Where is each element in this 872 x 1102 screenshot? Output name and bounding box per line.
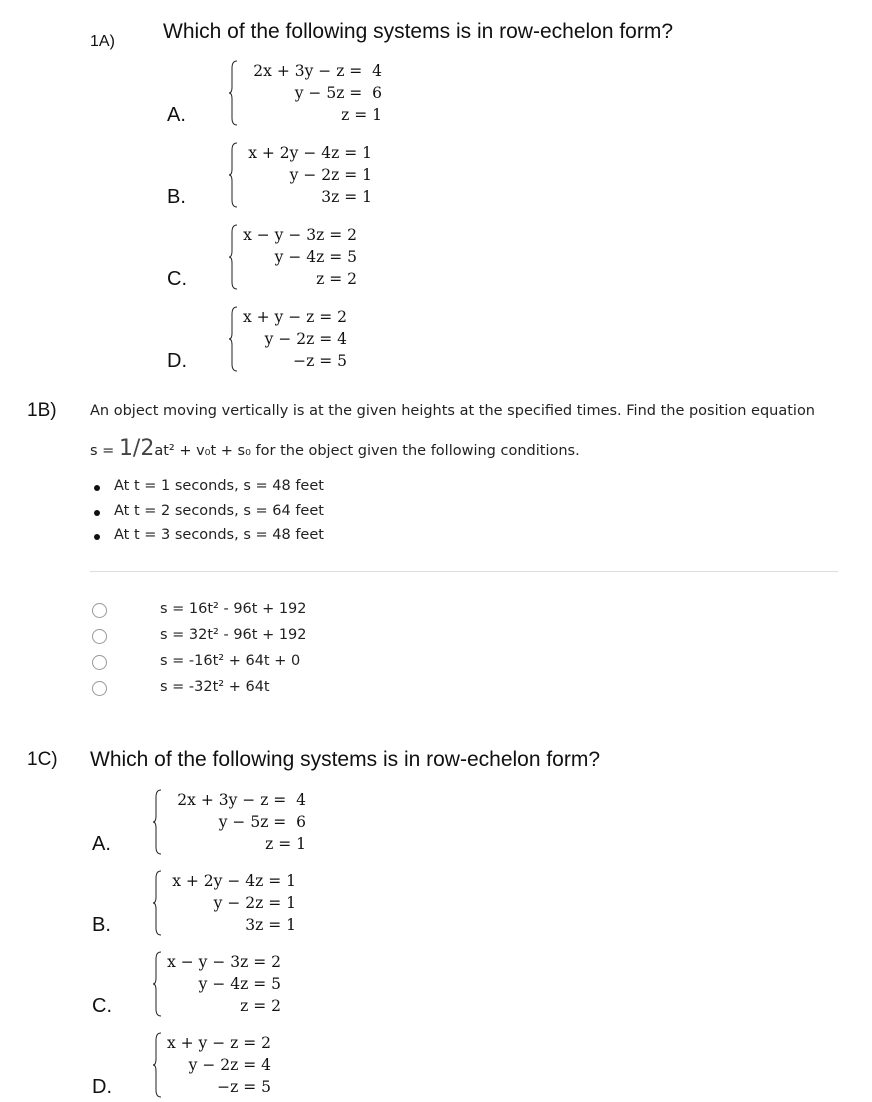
- formula-prefix: s =: [90, 443, 119, 459]
- brace-icon: [152, 1032, 162, 1098]
- condition-item: At t = 3 seconds, s = 48 feet: [90, 527, 324, 552]
- equation-line: z = 1: [341, 106, 382, 124]
- equation-system: [152, 1032, 271, 1098]
- question-1b-label: 1B): [27, 400, 57, 421]
- equation-system: [152, 951, 281, 1017]
- formula-fraction: 1/2: [118, 436, 155, 461]
- equation-line: y − 2z = 1: [289, 166, 372, 184]
- equation-line: y − 2z = 1: [213, 894, 296, 912]
- option-letter: C.: [92, 995, 112, 1017]
- brace-icon: [152, 951, 162, 1017]
- equation-system: [152, 870, 296, 936]
- brace-icon: [152, 789, 162, 855]
- equation-line: 3z = 1: [245, 916, 296, 934]
- equation-line: y − 5z = 6: [218, 813, 306, 831]
- equation-line: x + 2y − 4z = 1: [172, 872, 296, 890]
- brace-icon: [228, 224, 238, 290]
- equation-line: x + y − z = 2: [242, 308, 347, 326]
- equation-line: −z = 5: [217, 1078, 271, 1096]
- equation-line: −z = 5: [293, 352, 347, 370]
- equation-system: [228, 224, 357, 290]
- option-letter: A.: [167, 104, 186, 126]
- equation-line: z = 2: [316, 270, 357, 288]
- option-letter: C.: [167, 268, 187, 290]
- equation-system: [228, 306, 347, 372]
- equation-line: z = 1: [265, 835, 306, 853]
- option-letter: B.: [92, 914, 111, 936]
- divider: [90, 571, 838, 572]
- option-letter: D.: [92, 1076, 112, 1098]
- equation-line: y − 2z = 4: [264, 330, 347, 348]
- question-1c-label: 1C): [27, 749, 58, 770]
- choice-radio-3[interactable]: [92, 655, 107, 670]
- choice-radio-2[interactable]: [92, 629, 107, 644]
- equation-line: y − 2z = 4: [188, 1056, 271, 1074]
- choice-label-3[interactable]: s = -16t² + 64t + 0: [160, 653, 301, 669]
- equation-system: [152, 789, 306, 855]
- condition-item: At t = 1 seconds, s = 48 feet: [90, 478, 324, 503]
- equation-system: [228, 142, 372, 208]
- formula-rest: at² + v₀t + s₀ for the object given the following conditions.: [154, 443, 580, 459]
- question-1b-prompt: An object moving vertically is at the given heights at the specified times. Find the position equation: [90, 403, 815, 419]
- equation-line: z = 2: [240, 997, 281, 1015]
- equation-line: x + y − z = 2: [166, 1034, 271, 1052]
- choice-label-4[interactable]: s = -32t² + 64t: [160, 679, 270, 695]
- brace-icon: [228, 60, 238, 126]
- question-1a-label: 1A): [90, 33, 115, 50]
- equation-line: 2x + 3y − z = 4: [177, 791, 306, 809]
- choice-label-2[interactable]: s = 32t² - 96t + 192: [160, 627, 307, 643]
- equation-system: [228, 60, 382, 126]
- brace-icon: [228, 306, 238, 372]
- question-1c-title: Which of the following systems is in row-echelon form?: [90, 748, 601, 771]
- conditions-list: [90, 478, 324, 552]
- position-formula: [90, 436, 580, 461]
- question-1a-title: Which of the following systems is in row-echelon form?: [163, 20, 674, 43]
- choice-label-1[interactable]: s = 16t² - 96t + 192: [160, 601, 307, 617]
- equation-line: 3z = 1: [321, 188, 372, 206]
- equation-line: y − 4z = 5: [198, 975, 281, 993]
- equation-line: x − y − 3z = 2: [243, 226, 357, 244]
- brace-icon: [228, 142, 238, 208]
- equation-line: x + 2y − 4z = 1: [248, 144, 372, 162]
- equation-line: y − 4z = 5: [274, 248, 357, 266]
- option-letter: B.: [167, 186, 186, 208]
- option-letter: D.: [167, 350, 187, 372]
- option-letter: A.: [92, 833, 111, 855]
- choice-radio-4[interactable]: [92, 681, 107, 696]
- condition-item: At t = 2 seconds, s = 64 feet: [90, 503, 324, 528]
- equation-line: x − y − 3z = 2: [167, 953, 281, 971]
- equation-line: y − 5z = 6: [294, 84, 382, 102]
- brace-icon: [152, 870, 162, 936]
- equation-line: 2x + 3y − z = 4: [253, 62, 382, 80]
- choice-radio-1[interactable]: [92, 603, 107, 618]
